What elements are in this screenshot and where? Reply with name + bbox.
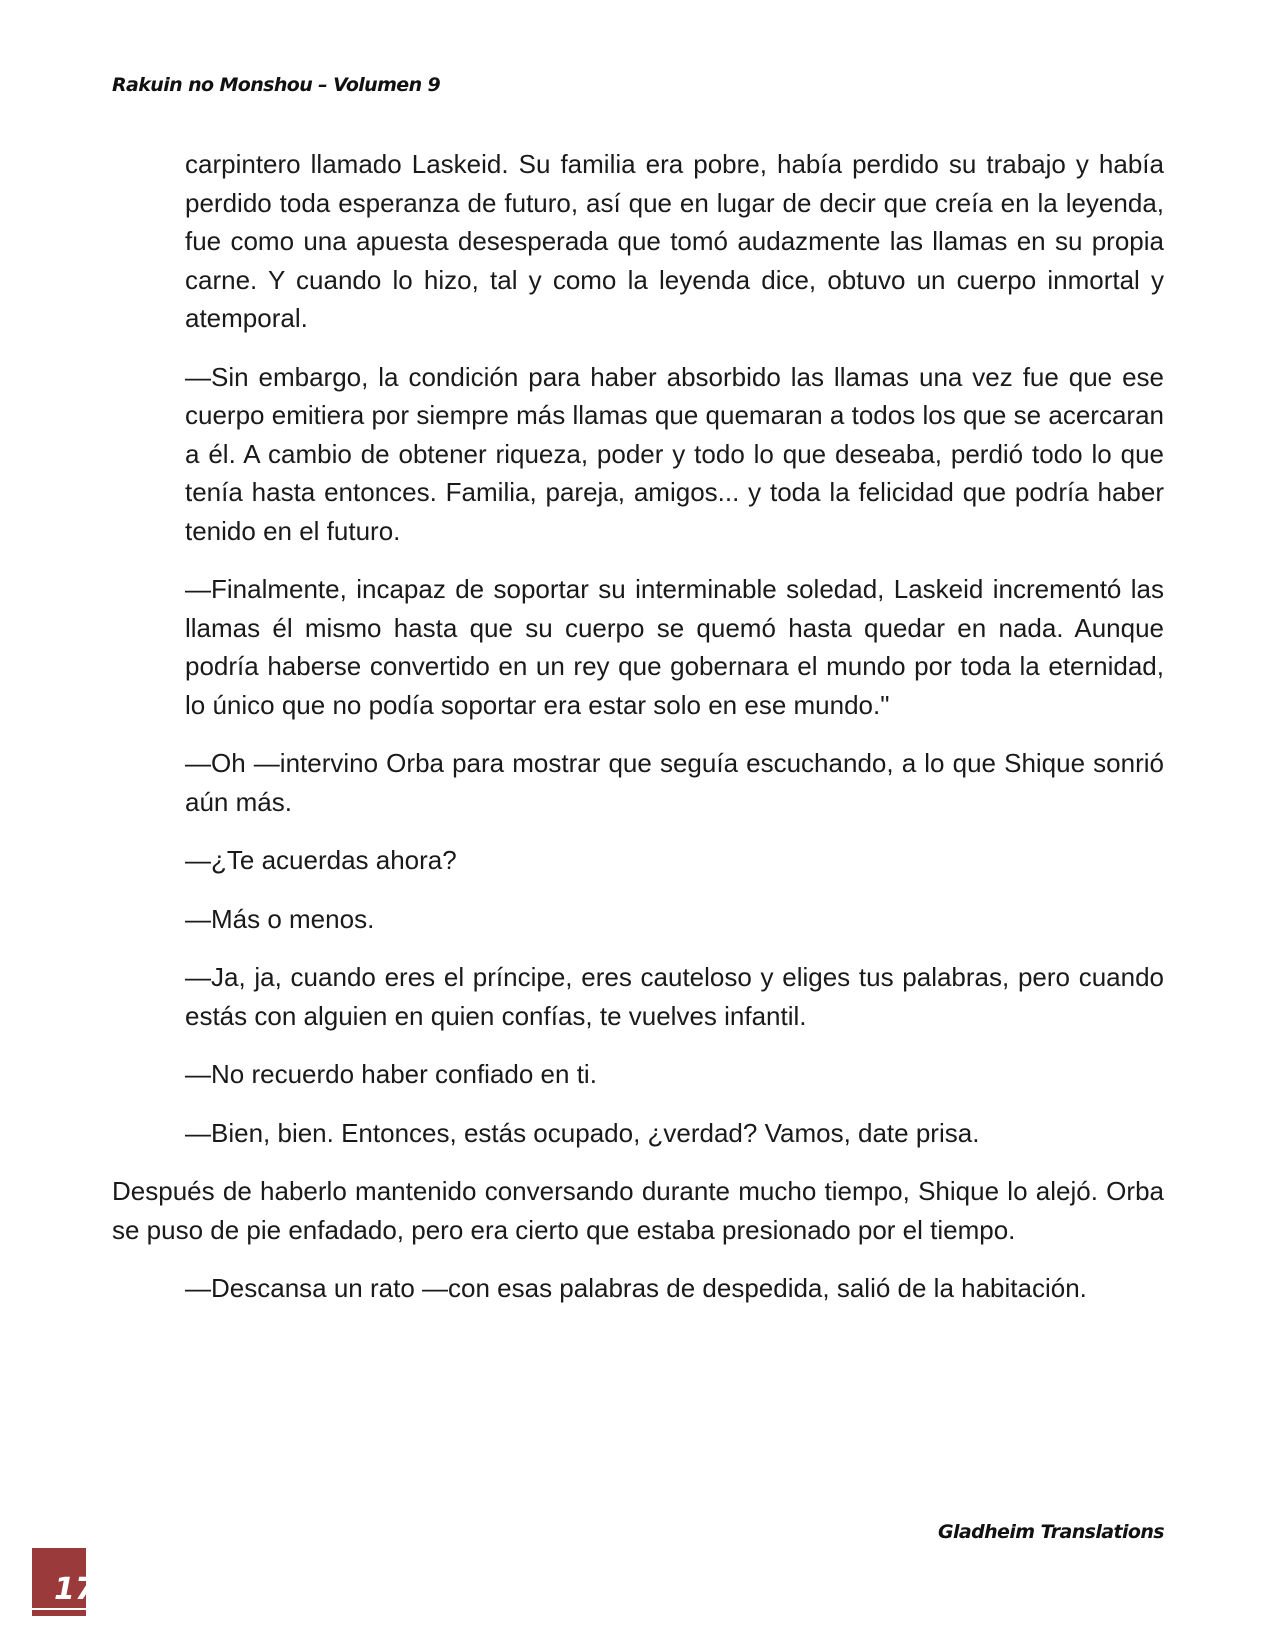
paragraph: —No recuerdo haber confiado en ti.	[185, 1059, 597, 1089]
paragraph: —Finalmente, incapaz de soportar su interminable soledad, Laskeid incrementó las llamas él mismo hasta que su cuerpo se quemó hasta quedar en nada. Aunque podría haberse convertido en un rey que gobernara el mundo por toda la eternidad, lo único que no podía soportar era estar solo en ese mundo."	[185, 574, 1164, 720]
page-number-box	[32, 1548, 96, 1616]
paragraph: —Oh —intervino Orba para mostrar que seguía escuchando, a lo que Shique sonrió aún más.	[185, 748, 1164, 817]
page-number: 17	[54, 1572, 96, 1607]
paragraph: —Sin embargo, la condición para haber absorbido las llamas una vez fue que ese cuerpo emitiera por siempre más llamas que quemaran a todos los que se acercaran a él. A cambio de obtener riqueza, poder y todo lo que deseaba, perdió todo lo que tenía hasta entonces. Familia, pareja, amigos... y toda la felicidad que podría haber tenido en el futuro.	[185, 361, 1164, 546]
paragraph: carpintero llamado Laskeid. Su familia era pobre, había perdido su trabajo y había perdido toda esperanza de futuro, así que en lugar de decir que creía en la leyenda, fue como una apuesta desesperada que tomó audazmente las llamas en su propia carne. Y cuando lo hizo, tal y como la leyenda dice, obtuvo un cuerpo inmortal y atemporal.	[185, 149, 1164, 333]
paragraph: —¿Te acuerdas ahora?	[185, 845, 457, 875]
paragraph: —Bien, bien. Entonces, estás ocupado, ¿verdad? Vamos, date prisa.	[185, 1117, 980, 1148]
paragraph: —Más o menos.	[185, 903, 375, 934]
footer-credit: Gladheim Translations	[938, 1521, 1164, 1543]
running-header: Rakuin no Monshou – Volumen 9	[112, 74, 441, 96]
page-number-underline	[32, 1608, 86, 1610]
page-body	[112, 145, 1164, 1328]
paragraph: —Descansa un rato —con esas palabras de despedida, salió de la habitación.	[185, 1273, 1087, 1303]
paragraph: Después de haberlo mantenido conversando durante mucho tiempo, Shique lo alejó. Orba se puso de pie enfadado, pero era cierto que estaba presionado por el tiempo.	[112, 1176, 1164, 1245]
paragraph: —Ja, ja, cuando eres el príncipe, eres cauteloso y eliges tus palabras, pero cuando estás con alguien en quien confías, te vuelves infantil.	[185, 962, 1164, 1031]
